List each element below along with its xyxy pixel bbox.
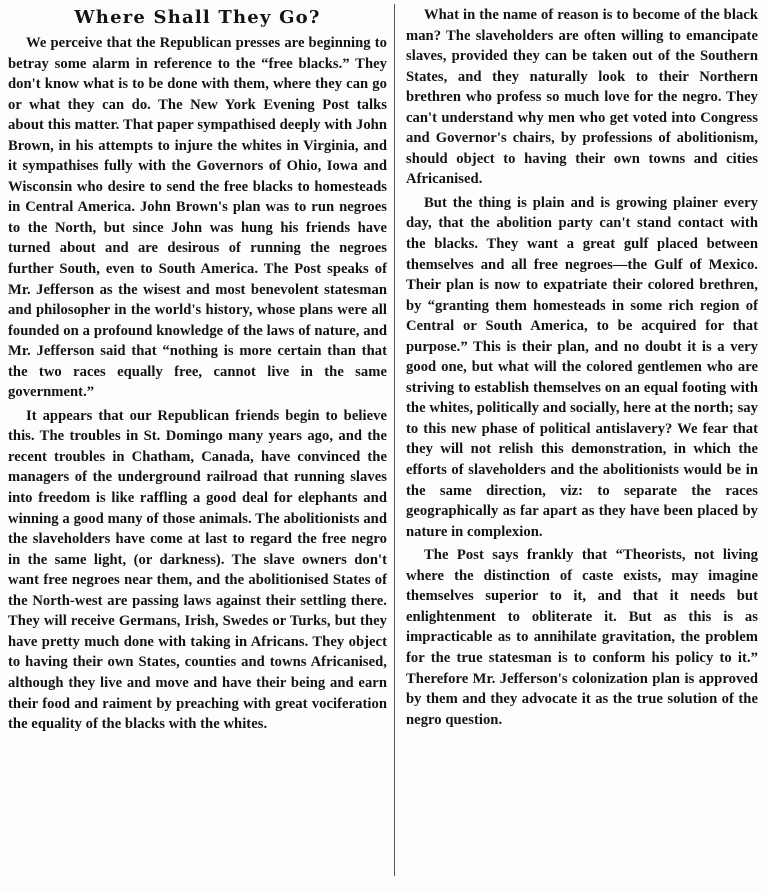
right-column — [406, 5, 758, 730]
column-divider — [394, 4, 395, 876]
article-headline: Where Shall They Go? — [74, 7, 321, 28]
left-column — [8, 7, 387, 735]
article-paragraph: The Post says frankly that “Theorists, not living where the distinction of caste exists, may imagine themselves superior to it, and that it needs but enlightenment to obliterate it. But as this is as impracticable as to annihilate gravitation, the problem for the true statesman is to conform his policy to it.” Therefore Mr. Jefferson's colonization plan is approved by them and they advocate it as the true solution of the negro question. — [406, 547, 758, 728]
article-paragraph: We perceive that the Republican presses are beginning to betray some alarm in reference to the “free blacks.” They don't know what is to be done with them, where they can go or what they can do. The New York Evening Post talks about this matter. That paper sympathised deeply with John Brown, in his attempts to injure the whites in Virginia, and it sympathises fully with the Governors of Ohio, Iowa and Wisconsin who desire to send the free blacks to homesteads in Central America. John Brown's plan was to run negroes to the North, but since John was hung his friends have turned about and are desirous of running the negroes further South, even to South America. The Post speaks of Mr. Jefferson as the wisest and most benevolent statesman and philosopher in the world's history, whose plans were all founded on a profound knowledge of the laws of nature, and Mr. Jefferson said that “nothing is more certain than that the two races equally free, cannot live in the same government.” — [8, 35, 387, 401]
article-paragraph: It appears that our Republican friends begin to believe this. The troubles in St. Domingo many years ago, and the recent troubles in Chatham, Canada, have convinced the managers of the underground railroad that running slaves into freedom is like raffling a good deal for elephants and winning a good many of those animals. The abolitionists and the slaveholders have come at last to regard the free negro in the same light, (or darkness). The slave owners don't want free negroes near them, and the abolitionised States of the North-west are passing laws against their settling there. They will receive Germans, Irish, Swedes or Turks, but they have pretty much done with taking in Africans. They object to having their own States, counties and towns Africanised, although they live and move and have their being and earn their food and raiment by preaching with great vociferation the equality of the blacks with the whites. — [8, 407, 387, 733]
article-paragraph: What in the name of reason is to become of the black man? The slaveholders are often willing to emancipate slaves, provided they can be taken out of the Southern States, and they naturally look to their Northern brethren who profess so much love for the negro. They can't understand why men who get voted into Congress and Governor's chairs, by professions of abolitionism, should object to having their own towns and cities Africanised. — [406, 7, 758, 188]
article-paragraph: But the thing is plain and is growing plainer every day, that the abolition party can't stand contact with the blacks. They want a great gulf placed between themselves and all free negroes—the Gulf of Mexico. Their plan is now to expatriate their colored brethren, by “granting them homesteads in some rich region of Central or South America, to be acquired for that purpose.” This is their plan, and no doubt it is a very good one, but what will the colored gentlemen who are striving to establish themselves on an equal footing with the whites, politically and socially, here at the north; say to this new phase of political antislavery? We fear that they will not relish this demonstration, in which the efforts of slaveholders and the abolitionists would be in the same direction, viz: to separate the races geographically as far apart as they have been placed by nature in complexion. — [406, 194, 758, 540]
